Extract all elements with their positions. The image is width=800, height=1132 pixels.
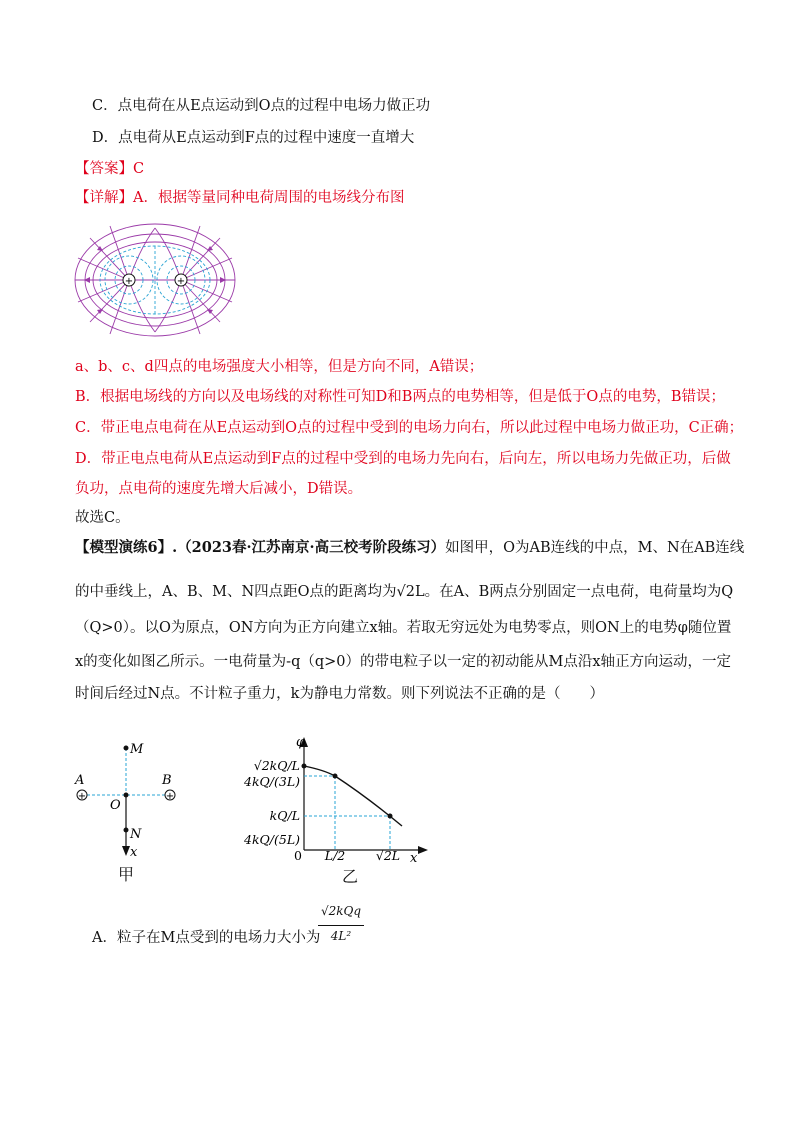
figure-jia xyxy=(70,738,190,858)
label-m: M xyxy=(130,742,144,757)
caption-jia: 甲 xyxy=(118,865,135,884)
option-a-denominator: 4L² xyxy=(330,929,352,943)
problem-source: .（2023春·江苏南京·高三校考阶段练习） xyxy=(172,539,446,556)
svg-text:+: + xyxy=(124,276,134,287)
caption-yi: 乙 xyxy=(342,867,359,886)
problem-tag: 【模型演练6】 xyxy=(75,539,173,556)
problem-line3: （Q>0）。以O为原点，ON方向为正方向建立x轴。若取无穷远处为电势零点，则ON上的电势φ随位置 xyxy=(75,620,732,636)
y-tick-3: kQ/L xyxy=(269,808,300,823)
y-tick-1: √2kQ/L xyxy=(253,758,300,773)
answer: 【答案】C xyxy=(75,161,145,177)
svg-text:+: + xyxy=(176,276,186,287)
figure-yi xyxy=(232,732,432,862)
x-tick-0: 0 xyxy=(294,848,302,862)
charge-a: + xyxy=(77,791,87,802)
analysis-b: B．根据电场线的方向以及电场线的对称性可知D和B两点的电势相等，但是低于O点的电势，B错误； xyxy=(75,389,725,405)
y-tick-2: 4kQ/(3L) xyxy=(244,774,300,789)
problem-line4: x的变化如图乙所示。一电荷量为-q（q>0）的带电粒子以一定的初动能从M点沿x轴正方向运动，一定 xyxy=(75,654,732,670)
label-x: x xyxy=(130,845,138,858)
problem-line1 xyxy=(75,538,744,558)
problem-line1-rest: 如图甲，O为AB连线的中点，M、N在AB连线 xyxy=(445,540,745,556)
problem-line5: 时间后经过N点。不计粒子重力，k为静电力常数。则下列说法不正确的是（ ） xyxy=(75,686,604,702)
analysis-d1: D．带正电点电荷从E点运动到F点的过程中受到的电场力先向右，后向左，所以电场力先做正功，后做 xyxy=(75,451,731,467)
axis-x: x xyxy=(410,851,418,862)
option-a-numerator: √2kQq xyxy=(320,904,362,918)
option-c: C．点电荷在从E点运动到O点的过程中电场力做正功 xyxy=(92,98,431,114)
x-tick-1: L/2 xyxy=(324,848,346,862)
option-d: D．点电荷从E点运动到F点的过程中速度一直增大 xyxy=(92,130,415,146)
analysis-a: a、b、c、d四点的电场强度大小相等，但是方向不同，A错误； xyxy=(75,359,484,375)
charge-b: + xyxy=(165,791,175,802)
detail-prefix: 【详解】A．根据等量同种电荷周围的电场线分布图 xyxy=(75,190,405,206)
x-tick-2: √2L xyxy=(375,848,401,862)
y-tick-4: 4kQ/(5L) xyxy=(244,832,300,847)
conclusion: 故选C。 xyxy=(75,510,130,526)
label-o: O xyxy=(110,798,121,813)
label-b: B xyxy=(162,773,172,788)
problem-line2: 的中垂线上，A、B、M、N四点距O点的距离均为√2L。在A、B两点分别固定一点电荷，电荷量均为Q xyxy=(75,584,734,600)
analysis-c: C．带正电点电荷在从E点运动到O点的过程中受到的电场力向右，所以此过程中电场力做正功，C正确； xyxy=(75,420,744,436)
axis-phi: φ xyxy=(296,735,306,750)
option-a: A．粒子在M点受到的电场力大小为 xyxy=(92,930,321,946)
potential-curve xyxy=(304,766,402,826)
label-a: A xyxy=(75,773,85,788)
fraction-bar xyxy=(318,925,364,926)
analysis-d2: 负功，点电荷的速度先增大后减小，D错误。 xyxy=(75,481,363,497)
label-n: N xyxy=(130,827,142,842)
field-lines-figure xyxy=(70,218,240,342)
